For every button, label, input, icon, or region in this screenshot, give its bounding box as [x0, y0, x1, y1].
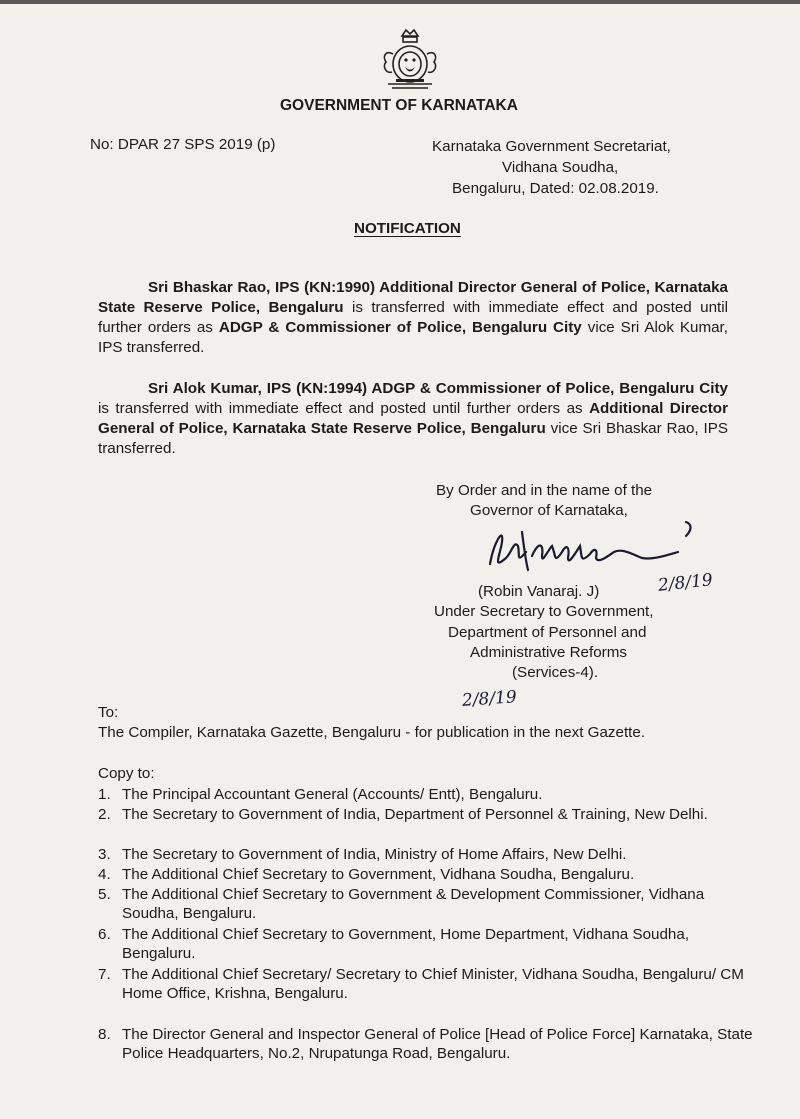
address-line-2: Vidhana Soudha,	[502, 159, 619, 176]
karnataka-state-emblem-icon	[372, 24, 448, 92]
list-item-number: 6.	[98, 926, 111, 943]
handwritten-date-1: 2/8/19	[657, 570, 714, 596]
list-item	[98, 965, 753, 1025]
paragraph-1-bold-1: Sri Bhaskar Rao, IPS (KN:1990) Additional Director General of Police, Karnataka State Reserve Police, Bengaluru	[98, 279, 728, 316]
list-item-text: The Secretary to Government of India, Department of Personnel & Training, New Delhi.	[122, 806, 708, 823]
handwritten-signature	[482, 512, 702, 584]
to-label: To:	[98, 704, 119, 721]
list-item-text: The Additional Chief Secretary to Government, Home Department, Vidhana Soudha, Bengaluru.	[122, 926, 690, 962]
list-item	[98, 885, 753, 925]
date-line: Bengaluru, Dated: 02.08.2019.	[452, 180, 659, 197]
list-item-text: The Director General and Inspector General of Police [Head of Police Force] Karnataka, State Police Headquarters, No.2, Nrupatunga Road, Bengaluru.	[122, 1026, 753, 1062]
list-item-number: 1.	[98, 786, 111, 803]
designation-line-2: Department of Personnel and	[448, 624, 647, 641]
government-title: GOVERNMENT OF KARNATAKA	[280, 97, 518, 114]
governor-line: Governor of Karnataka,	[470, 502, 628, 519]
paragraph-1	[98, 278, 728, 358]
list-item-number: 5.	[98, 886, 111, 903]
paragraph-2-text-2: vice Sri Bhaskar Rao, IPS transferred.	[98, 420, 728, 457]
paragraph-1-text-2: vice Sri Alok Kumar, IPS transferred.	[98, 319, 728, 356]
list-item	[98, 1025, 753, 1065]
list-item-text: The Secretary to Government of India, Ministry of Home Affairs, New Delhi.	[122, 846, 627, 863]
designation-line-3: Administrative Reforms	[470, 644, 627, 661]
paragraph-1-bold-2: ADGP & Commissioner of Police, Bengaluru City	[218, 319, 582, 336]
copy-to-list	[98, 785, 753, 1065]
list-item-number: 7.	[98, 966, 111, 983]
list-item	[98, 805, 753, 845]
handwritten-date-2: 2/8/19	[461, 687, 518, 711]
list-item	[98, 785, 753, 805]
paragraph-2-text-1: is transferred with immediate effect and posted until further orders as	[98, 400, 590, 417]
notification-number: No: DPAR 27 SPS 2019 (p)	[90, 136, 276, 153]
by-order-line: By Order and in the name of the	[436, 482, 653, 499]
list-item-number: 3.	[98, 846, 111, 863]
paragraph-2-bold-1: Sri Alok Kumar, IPS (KN:1994) ADGP & Commissioner of Police, Bengaluru City	[148, 380, 728, 397]
list-item-text: The Principal Accountant General (Accounts/ Entt), Bengaluru.	[122, 786, 543, 803]
top-edge-bar	[0, 0, 800, 4]
notification-heading: NOTIFICATION	[354, 220, 461, 237]
list-item	[98, 865, 753, 885]
designation-line-1: Under Secretary to Government,	[434, 603, 654, 620]
designation-line-4: (Services-4).	[512, 664, 599, 681]
list-item	[98, 925, 753, 965]
address-line-1: Karnataka Government Secretariat,	[432, 138, 671, 155]
copy-to-label: Copy to:	[98, 765, 155, 782]
list-item-number: 2.	[98, 806, 111, 823]
list-item-text: The Additional Chief Secretary/ Secretary to Chief Minister, Vidhana Soudha, Bengaluru/ CM Home Office, Krishna, Bengaluru.	[122, 966, 744, 1002]
paragraph-2	[98, 379, 728, 459]
list-item-text: The Additional Chief Secretary to Government & Development Commissioner, Vidhana Soudha, Bengaluru.	[122, 886, 705, 922]
signatory-name: (Robin Vanaraj. J)	[478, 583, 600, 600]
list-item	[98, 845, 753, 865]
paragraph-1-text-1: is transferred with immediate effect and posted until further orders as	[98, 299, 728, 336]
to-recipient: The Compiler, Karnataka Gazette, Bengaluru - for publication in the next Gazette.	[98, 724, 646, 741]
list-item-number: 4.	[98, 866, 111, 883]
list-item-number: 8.	[98, 1026, 111, 1043]
paragraph-2-bold-2: Additional Director General of Police, Karnataka State Reserve Police, Bengaluru	[98, 400, 728, 437]
list-item-text: The Additional Chief Secretary to Government, Vidhana Soudha, Bengaluru.	[122, 866, 635, 883]
